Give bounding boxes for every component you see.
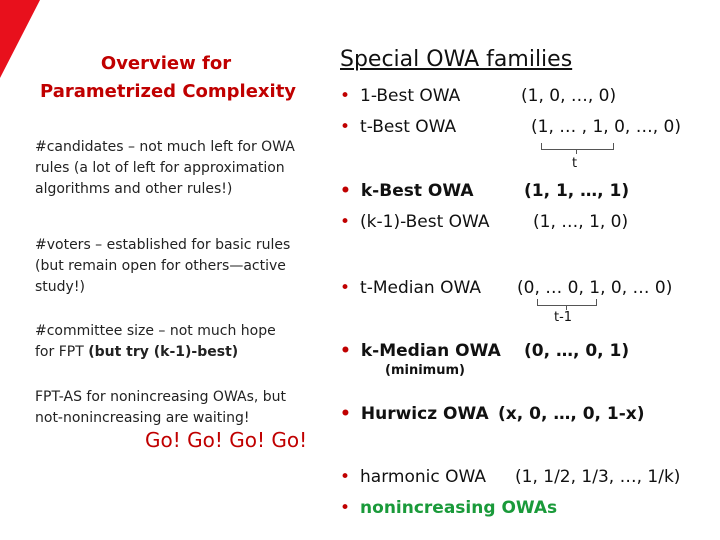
right-title: Special OWA families <box>340 47 573 72</box>
bullet-icon: • <box>340 181 351 201</box>
item-1-best <box>340 86 460 106</box>
note-line: not-nonincreasing are waiting! <box>35 410 250 426</box>
item-hurwicz-vector: (x, 0, …, 0, 1-x) <box>498 404 645 424</box>
note-candidates <box>35 137 295 200</box>
item-t-best-vector: (1, … , 1, 0, …, 0) <box>531 117 681 137</box>
item-k-best-vector: (1, 1, …, 1) <box>524 181 630 201</box>
item-t-median-vector: (0, … 0, 1, 0, … 0) <box>517 278 673 298</box>
note-line: #voters – established for basic rules <box>35 237 291 253</box>
note-text: for FPT <box>35 344 89 360</box>
note-line: algorithms and other rules!) <box>35 181 233 197</box>
item-harmonic-vector: (1, 1/2, 1/3, …, 1/k) <box>515 467 681 487</box>
note-committee <box>35 321 276 363</box>
item-t-best <box>340 117 456 137</box>
item-k-1-best <box>340 212 490 232</box>
item-harmonic <box>340 467 486 487</box>
bullet-icon: • <box>340 467 351 487</box>
item-k-median-vector: (0, …, 0, 1) <box>524 341 630 361</box>
item-name: k-Median OWA <box>360 341 501 361</box>
brace-label-t-1: t-1 <box>554 310 573 325</box>
note-line: rules (a lot of left for approximation <box>35 160 285 176</box>
note-line: (but remain open for others—active <box>35 258 286 274</box>
item-name: harmonic OWA <box>360 467 487 487</box>
note-voters <box>35 235 290 298</box>
bullet-icon: • <box>340 278 351 298</box>
item-name: k-Best OWA <box>360 181 474 201</box>
bullet-icon: • <box>340 117 351 137</box>
bullet-icon: • <box>340 404 351 424</box>
item-k-best <box>340 181 473 201</box>
item-name: 1-Best OWA <box>360 86 461 106</box>
item-name: nonincreasing OWAs <box>360 498 558 518</box>
item-1-best-vector: (1, 0, …, 0) <box>521 86 617 106</box>
item-t-median <box>340 278 481 298</box>
item-name: t-Best OWA <box>360 117 457 137</box>
item-k-1-best-vector: (1, …, 1, 0) <box>533 212 629 232</box>
brace-tick <box>576 149 577 154</box>
bullet-icon: • <box>340 341 351 361</box>
item-name: Hurwicz OWA <box>360 404 489 424</box>
brace-t-1 <box>537 299 597 306</box>
corner-decoration-edge <box>0 0 20 58</box>
bullet-icon: • <box>340 86 351 106</box>
item-hurwicz <box>340 404 489 424</box>
note-line: FPT-AS for nonincreasing OWAs, but <box>35 389 287 405</box>
item-k-median-sub: (minimum) <box>385 363 465 378</box>
note-bold-hint: (but try (k-1)-best) <box>88 344 239 360</box>
note-line <box>35 342 276 363</box>
brace-t <box>541 143 614 150</box>
left-title-line2: Parametrized Complexity <box>40 81 297 102</box>
left-title <box>40 50 297 106</box>
note-line: study!) <box>35 279 85 295</box>
item-k-median <box>340 341 501 361</box>
item-name: (k-1)-Best OWA <box>360 212 490 232</box>
note-fpt-as <box>35 387 286 429</box>
bullet-icon: • <box>340 212 351 232</box>
go-slogan: Go! Go! Go! Go! <box>145 428 308 452</box>
note-line: #committee size – not much hope <box>35 323 276 339</box>
item-name: t-Median OWA <box>360 278 481 298</box>
item-nonincreasing <box>340 498 557 518</box>
brace-label-t: t <box>572 156 578 171</box>
note-line: #candidates – not much left for OWA <box>35 139 295 155</box>
bullet-icon: • <box>340 498 351 518</box>
left-title-line1: Overview for <box>100 53 232 74</box>
